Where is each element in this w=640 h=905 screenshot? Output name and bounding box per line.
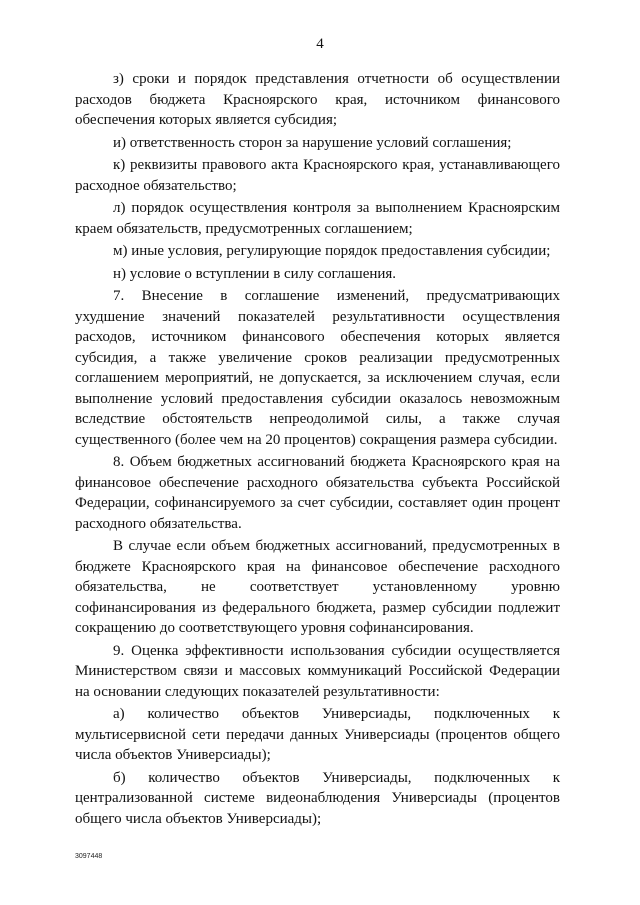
paragraph-clause-9: 9. Оценка эффективности использования субсидии осуществляется Министерством связи и массовых коммуникаций Российской Федерации на основании следующих показателей результативности:: [75, 642, 560, 700]
paragraph-clause-7: 7. Внесение в соглашение изменений, предусматривающих ухудшение значений показателей результативности осуществления расходов, источником финансового обеспечения которых является субсидия, а также увеличение сроков реализации предусмотренных соглашением мероприятий, не допускается, за исключением случая, если выполнение условий предоставления субсидии оказалось невозможным вследствие обстоятельств непреодолимой силы, а также случая существенного (более чем на 20 процентов) сокращения размера субсидии.: [75, 288, 560, 448]
paragraph-clause-8-continued: В случае если объем бюджетных ассигнований, предусмотренных в бюджете Красноярского края на финансовое обеспечение расходного обязательства, не соответствует установленному уровню софинансирования из федерального бюджета, размер субсидии подлежит сокращению до соответствующего уровня софинансирования.: [75, 538, 560, 636]
page-number: 4: [316, 36, 324, 52]
document-code: 3097448: [75, 853, 103, 860]
document-body: [75, 69, 560, 829]
paragraph-item-n: н) условие о вступлении в силу соглашения.: [113, 265, 397, 282]
paragraph-item-k: к) реквизиты правового акта Красноярского края, устанавливающего расходное обязательство;: [75, 157, 560, 194]
paragraph-indicator-a: а) количество объектов Универсиады, подключенных к мультисервисной сети передачи данных Универсиады (процентов общего числа объектов Универсиады);: [75, 706, 560, 763]
paragraph-clause-8: 8. Объем бюджетных ассигнований бюджета Красноярского края на финансовое обеспечение расходного обязательства субъекта Российской Федерации, софинансируемого за счет субсидии, составляет один процент расходного обязательства.: [75, 454, 560, 532]
paragraph-item-l: л) порядок осуществления контроля за выполнением Красноярским краем обязательств, предусмотренных соглашением;: [75, 200, 560, 237]
paragraph-item-m: м) иные условия, регулирующие порядок предоставления субсидии;: [113, 243, 551, 259]
paragraph-item-z: з) сроки и порядок представления отчетности об осуществлении расходов бюджета Красноярского края, источником финансового обеспечения которых является субсидия;: [75, 71, 560, 128]
paragraph-item-i: и) ответственность сторон за нарушение условий соглашения;: [113, 134, 512, 151]
paragraph-indicator-b: б) количество объектов Универсиады, подключенных к централизованной системе видеонаблюдения Универсиады (процентов общего числа объектов Универсиады);: [75, 769, 560, 827]
